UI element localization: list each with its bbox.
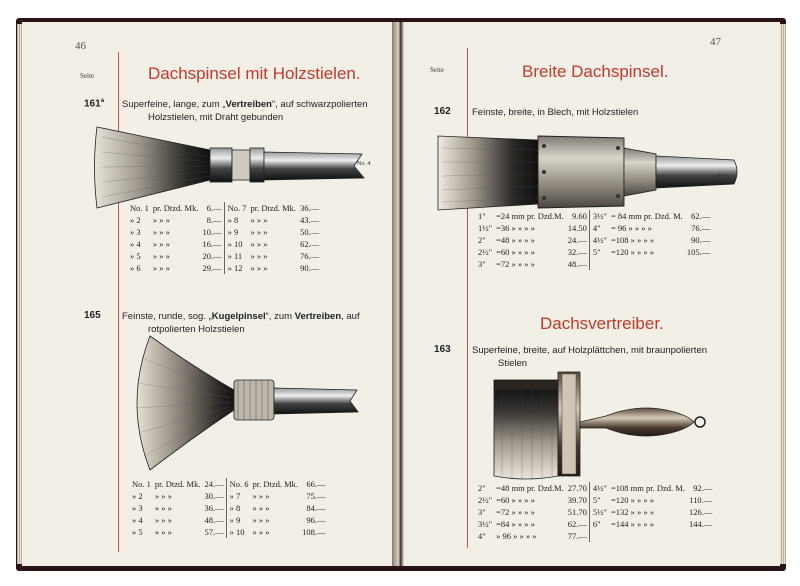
price-row xyxy=(476,518,714,530)
price-value: 43.— xyxy=(300,215,320,225)
price-row xyxy=(128,262,321,274)
unit-label: =24 mm pr. Dzd.M. xyxy=(496,211,564,221)
price-value: 39.70 xyxy=(567,495,587,505)
size-label: » 3 xyxy=(130,227,141,237)
unit-label: =120 » » » » xyxy=(610,495,654,505)
price-row xyxy=(476,506,714,518)
price-value xyxy=(685,258,712,270)
page-title: Dachspinsel mit Holzstielen. xyxy=(148,64,361,83)
size-label: No. 1 xyxy=(130,203,149,213)
round-brush-illustration xyxy=(122,328,362,478)
price-value: 108.— xyxy=(302,527,326,537)
price-value: 66.— xyxy=(306,479,326,489)
image-label: 1" xyxy=(718,174,724,180)
size-label: 4½" xyxy=(589,482,609,494)
price-value: 36.— xyxy=(300,203,320,213)
price-value: 84.— xyxy=(306,503,326,513)
price-row xyxy=(128,226,321,238)
right-page xyxy=(404,22,780,566)
unit-label: =36 » » » » xyxy=(496,223,535,233)
section-title: Dachsvertreiber. xyxy=(540,314,664,333)
price-value: 144.— xyxy=(688,519,713,529)
unit-label: =60 » » » » xyxy=(496,247,535,257)
long-brush-illustration xyxy=(92,122,382,212)
price-value: 76.— xyxy=(300,251,320,261)
size-label: 3½" xyxy=(478,519,493,529)
size-label: 1½" xyxy=(478,223,493,233)
unit-label: = 84 mm pr. Dzd. M. xyxy=(610,211,683,221)
page-title: Breite Dachspinsel. xyxy=(522,62,669,81)
unit-label: » » » xyxy=(152,215,170,225)
price-value: 24.— xyxy=(567,235,587,245)
price-value: 76.— xyxy=(691,223,711,233)
price-value: 126.— xyxy=(688,507,713,517)
unit-label: pr. Dtzd. Mk. xyxy=(250,203,297,213)
unit-label: =60 » » » » xyxy=(496,495,535,505)
price-row xyxy=(476,482,714,494)
size-label: » 4 xyxy=(130,239,141,249)
unit-label: » » » xyxy=(152,251,170,261)
price-table xyxy=(130,478,327,538)
price-row xyxy=(476,494,714,506)
left-page xyxy=(22,22,396,566)
unit-label: =144 » » » » xyxy=(610,519,654,529)
unit-label: » » » xyxy=(252,515,270,525)
size-label: 2" xyxy=(478,483,486,493)
size-label xyxy=(589,530,609,542)
item-number: 161$^a$ xyxy=(84,98,105,110)
size-label: » 11 xyxy=(224,250,248,262)
price-value: 92.— xyxy=(693,483,713,493)
unit-label: » » » xyxy=(250,263,268,273)
price-value: 48.— xyxy=(567,259,587,269)
price-row xyxy=(130,514,327,526)
size-label: » 6 xyxy=(130,263,141,273)
unit-label: » » » xyxy=(154,491,172,501)
flat-brush-illustration xyxy=(434,124,744,220)
size-label: » 9 xyxy=(224,226,248,238)
unit-label: » 96 » » » » xyxy=(496,531,537,541)
unit-label: » » » xyxy=(252,527,270,537)
unit-label: = 96 » » » » xyxy=(610,223,652,233)
size-label: 2" xyxy=(478,235,486,245)
unit-label: » » » xyxy=(152,263,170,273)
price-row xyxy=(476,210,712,222)
size-label: » 4 xyxy=(132,515,143,525)
unit-label: =132 » » » » xyxy=(610,507,654,517)
unit-label: » » » xyxy=(250,227,268,237)
page-edges-right xyxy=(780,24,786,564)
price-value: 62.— xyxy=(691,211,711,221)
price-value: 105.— xyxy=(686,247,711,257)
unit-label: pr. Dtzd. Mk. xyxy=(152,203,199,213)
size-label: 4" xyxy=(589,222,609,234)
unit-label: =108 mm pr. Dzd. M. xyxy=(610,483,685,493)
unit-label: » » » xyxy=(252,491,270,501)
price-table xyxy=(476,482,714,542)
price-value: 75.— xyxy=(306,491,326,501)
price-row xyxy=(476,222,712,234)
item-description: Feinste, breite, in Blech, mit Holzstielen xyxy=(472,107,639,118)
unit-label: » » » xyxy=(154,515,172,525)
size-label: No. 7 xyxy=(224,202,248,214)
size-label: 5½" xyxy=(589,506,609,518)
item-number: 163 xyxy=(434,344,451,355)
unit-label: » » » xyxy=(152,239,170,249)
item-number: 165 xyxy=(84,310,101,321)
price-value: 96.— xyxy=(306,515,326,525)
size-label: 5" xyxy=(589,494,609,506)
size-label: No. 6 xyxy=(226,478,250,490)
image-label: No. 4 xyxy=(357,161,371,167)
price-table xyxy=(476,210,712,270)
price-value: 6.— xyxy=(206,203,222,213)
unit-label: =108 » » » » xyxy=(610,235,654,245)
price-value: 90.— xyxy=(691,235,711,245)
size-label: 3½" xyxy=(589,210,609,222)
size-label: » 8 xyxy=(224,214,248,226)
price-value xyxy=(687,530,714,542)
price-value: 10.— xyxy=(202,227,222,237)
size-label: 5" xyxy=(589,246,609,258)
price-value: 90.— xyxy=(300,263,320,273)
size-label: » 5 xyxy=(132,527,143,537)
page-number: 46 xyxy=(75,40,86,52)
unit-label: » » » xyxy=(152,227,170,237)
price-row xyxy=(476,258,712,270)
price-row xyxy=(128,238,321,250)
size-label: » 12 xyxy=(224,262,248,274)
unit-label xyxy=(609,258,685,270)
size-label: » 3 xyxy=(132,503,143,513)
size-label: 4½" xyxy=(589,234,609,246)
price-row xyxy=(128,202,321,214)
price-value: 48.— xyxy=(204,515,224,525)
price-value: 36.— xyxy=(204,503,224,513)
item-description: Superfeine, lange, zum „Vertreiben“, auf schwarzpolierten Holzstielen, mit Draht gebunden xyxy=(122,99,368,123)
price-value: 51.70 xyxy=(567,507,587,517)
size-label: 2½" xyxy=(478,247,493,257)
price-row xyxy=(130,526,327,538)
page-number: 47 xyxy=(710,36,721,48)
price-row xyxy=(128,250,321,262)
price-value: 110.— xyxy=(689,495,713,505)
price-value: 62.— xyxy=(300,239,320,249)
price-value: 57.— xyxy=(204,527,224,537)
unit-label: » » » xyxy=(154,503,172,513)
size-label: 3" xyxy=(478,259,486,269)
price-value: 9.60 xyxy=(571,211,587,221)
unit-label: » » » xyxy=(250,239,268,249)
softener-brush-illustration xyxy=(486,368,726,488)
size-label: » 10 xyxy=(226,526,250,538)
item-description: Superfeine, breite, auf Holzplättchen, mit braunpolierten Stielen xyxy=(472,345,708,369)
seite-label: Seite xyxy=(430,66,444,74)
price-value: 32.— xyxy=(567,247,587,257)
size-label: » 9 xyxy=(226,514,250,526)
price-row xyxy=(476,234,712,246)
price-row xyxy=(476,246,712,258)
size-label: » 10 xyxy=(224,238,248,250)
price-value: 8.— xyxy=(206,215,222,225)
item-number: 162 xyxy=(434,106,451,117)
price-table xyxy=(128,202,321,274)
size-label: 3" xyxy=(478,507,486,517)
price-value: 27.70 xyxy=(567,483,587,493)
price-value: 30.— xyxy=(204,491,224,501)
price-row xyxy=(476,530,714,542)
size-label: 6" xyxy=(589,518,609,530)
margin-rule xyxy=(467,48,468,548)
size-label: No. 1 xyxy=(132,479,151,489)
unit-label: =48 » » » » xyxy=(496,235,535,245)
price-value: 29.— xyxy=(202,263,222,273)
price-value: 24.— xyxy=(204,479,224,489)
price-value: 16.— xyxy=(202,239,222,249)
unit-label: pr. Dtzd. Mk. xyxy=(252,479,299,489)
unit-label: » » » xyxy=(250,215,268,225)
unit-label: =72 » » » » xyxy=(496,259,535,269)
size-label: » 7 xyxy=(226,490,250,502)
unit-label xyxy=(609,530,687,542)
seite-label: Seite xyxy=(80,72,94,80)
price-value: 50.— xyxy=(300,227,320,237)
price-row xyxy=(130,478,327,490)
size-label: » 8 xyxy=(226,502,250,514)
unit-label: =72 » » » » xyxy=(496,507,535,517)
item-description: Feinste, runde, sog. „Kugelpinsel“, zum Vertreiben, auf rotpolierten Holzstielen xyxy=(122,311,360,335)
size-label: » 2 xyxy=(130,215,141,225)
price-row xyxy=(130,502,327,514)
size-label: 1" xyxy=(478,211,486,221)
size-label xyxy=(589,258,609,270)
unit-label: pr. Dtzd. Mk. xyxy=(154,479,201,489)
size-label: » 2 xyxy=(132,491,143,501)
unit-label: » » » xyxy=(154,527,172,537)
unit-label: =48 mm pr. Dzd.M. xyxy=(496,483,564,493)
unit-label: » » » xyxy=(250,251,268,261)
size-label: 2½" xyxy=(478,495,493,505)
unit-label: =120 » » » » xyxy=(610,247,654,257)
price-row xyxy=(128,214,321,226)
size-label: 4" xyxy=(478,531,486,541)
price-value: 77.— xyxy=(567,531,587,541)
price-value: 62.— xyxy=(567,519,587,529)
size-label: » 5 xyxy=(130,251,141,261)
price-value: 14.50 xyxy=(567,223,587,233)
price-value: 20.— xyxy=(202,251,222,261)
unit-label: » » » xyxy=(252,503,270,513)
unit-label: =84 » » » » xyxy=(496,519,535,529)
price-row xyxy=(130,490,327,502)
